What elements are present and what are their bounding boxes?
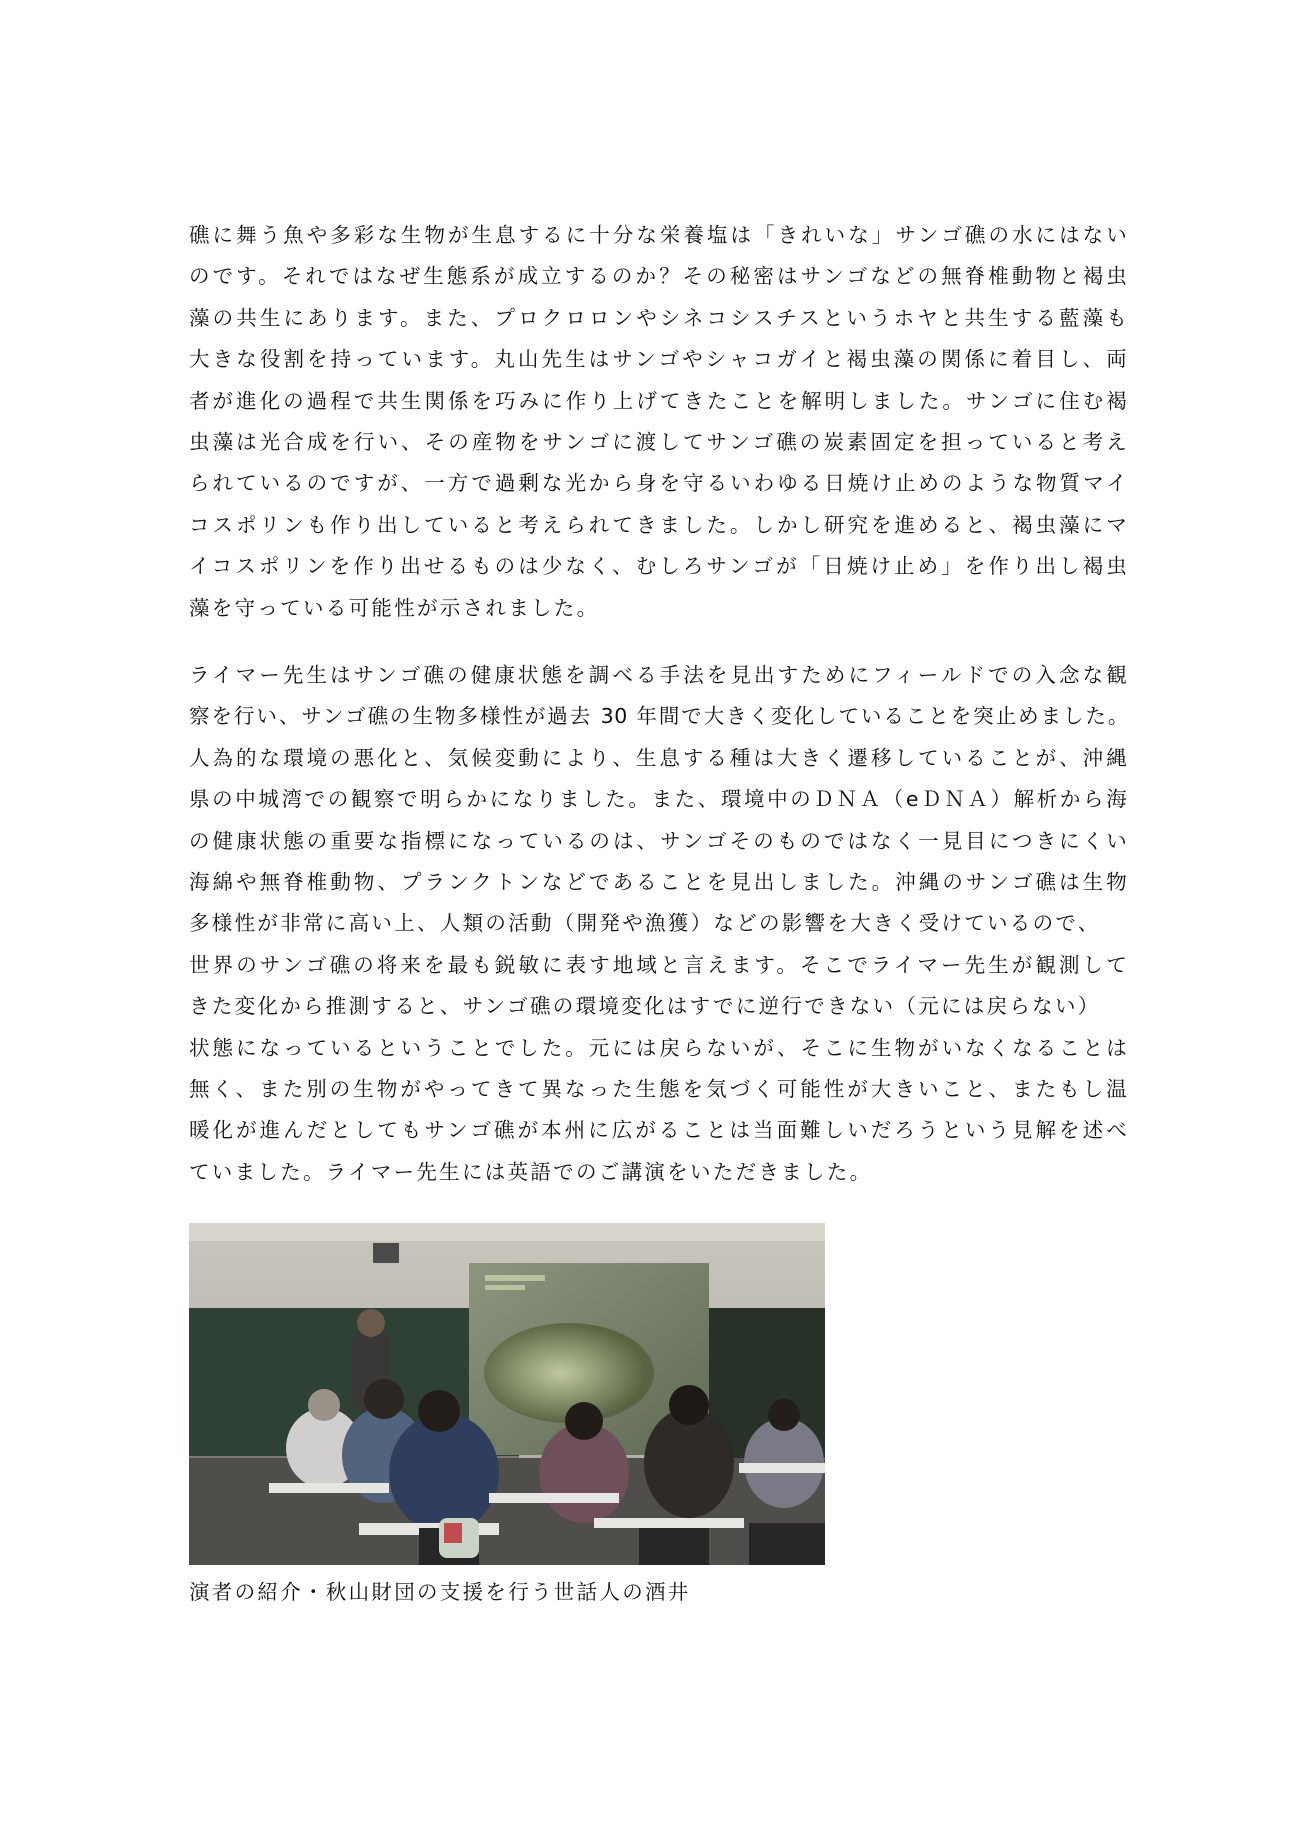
text-line: 状態になっているということでした。元には戻らないが、そこに生物がいなくなることは [189,1035,1129,1060]
text-line: ていました。ライマー先生には英語でのご講演をいただきました。 [189,1159,873,1184]
text-line: られているのですが、一方で過剰な光から身を守るいわゆる日焼け止めのような物質マイ [189,471,1129,496]
text-line: 大きな役割を持っています。丸山先生はサンゴやシャコガイと褐虫藻の関係に着目し、両 [189,347,1129,372]
text-line: 礁に舞う魚や多彩な生物が生息するに十分な栄養塩は「きれいな」サンゴ礁の水にはない [189,223,1129,247]
text-line: ライマー先生はサンゴ礁の健康状態を調べる手法を見出すためにフィールドでの入念な観 [189,663,1129,687]
text-line: 藻の共生にあります。また、プロクロロンやシネコシスチスというホヤと共生する藍藻も [189,305,1129,330]
paragraph-symbiosis [189,215,1129,629]
text-line: のです。それではなぜ生態系が成立するのか？その秘密はサンゴなどの無脊椎動物と褐虫 [189,264,1129,289]
text-line: 人為的な環境の悪化と、気候変動により、生息する種は大きく遷移していることが、沖縄 [189,745,1129,770]
text-line: 虫藻は光合成を行い、その産物をサンゴに渡してサンゴ礁の炭素固定を担っていると考え [189,429,1129,454]
lecture-room-photo-icon [189,1223,825,1565]
text-line: 無く、また別の生物がやってきて異なった生態を気づく可能性が大きいこと、またもし温 [189,1076,1129,1101]
text-line: 多様性が非常に高い上、人類の活動（開発や漁獲）などの影響を大きく受けているので、 [189,911,1101,936]
text-line: の健康状態の重要な指標になっているのは、サンゴそのものではなく一見目につきにくい [189,828,1129,853]
text-line: 察を行い、サンゴ礁の生物多様性が過去 30 年間で大きく変化していることを突止めました。 [189,704,1129,729]
text-line: コスポリンも作り出していると考えられてきました。しかし研究を進めると、褐虫藻にマ [189,512,1129,537]
text-line: 暖化が進んだとしてもサンゴ礁が本州に広がることは当面難しいだろうという見解を述べ [189,1118,1129,1143]
paragraph-biodiversity [189,655,1129,1193]
text-line: 県の中城湾での観察で明らかになりました。また、環境中のＤＮＡ（eＤＮＡ）解析から海 [189,787,1129,812]
text-line: 者が進化の過程で共生関係を巧みに作り上げてきたことを解明しました。サンゴに住む褐 [189,388,1129,413]
text-line: 藻を守っている可能性が示されました。 [189,595,600,620]
text-line: イコスポリンを作り出せるものは少なく、むしろサンゴが「日焼け止め」を作り出し褐虫 [189,554,1129,579]
text-line: 海綿や無脊椎動物、プランクトンなどであることを見出しました。沖縄のサンゴ礁は生物 [189,869,1129,894]
text-line: きた変化から推測すると、サンゴ礁の環境変化はすでに逆行できない（元には戻らない） [189,994,1101,1019]
photo-caption: 演者の紹介・秋山財団の支援を行う世話人の酒井 [189,1580,691,1604]
text-line: 世界のサンゴ礁の将来を最も鋭敏に表す地域と言えます。そこでライマー先生が観測して [189,952,1129,977]
